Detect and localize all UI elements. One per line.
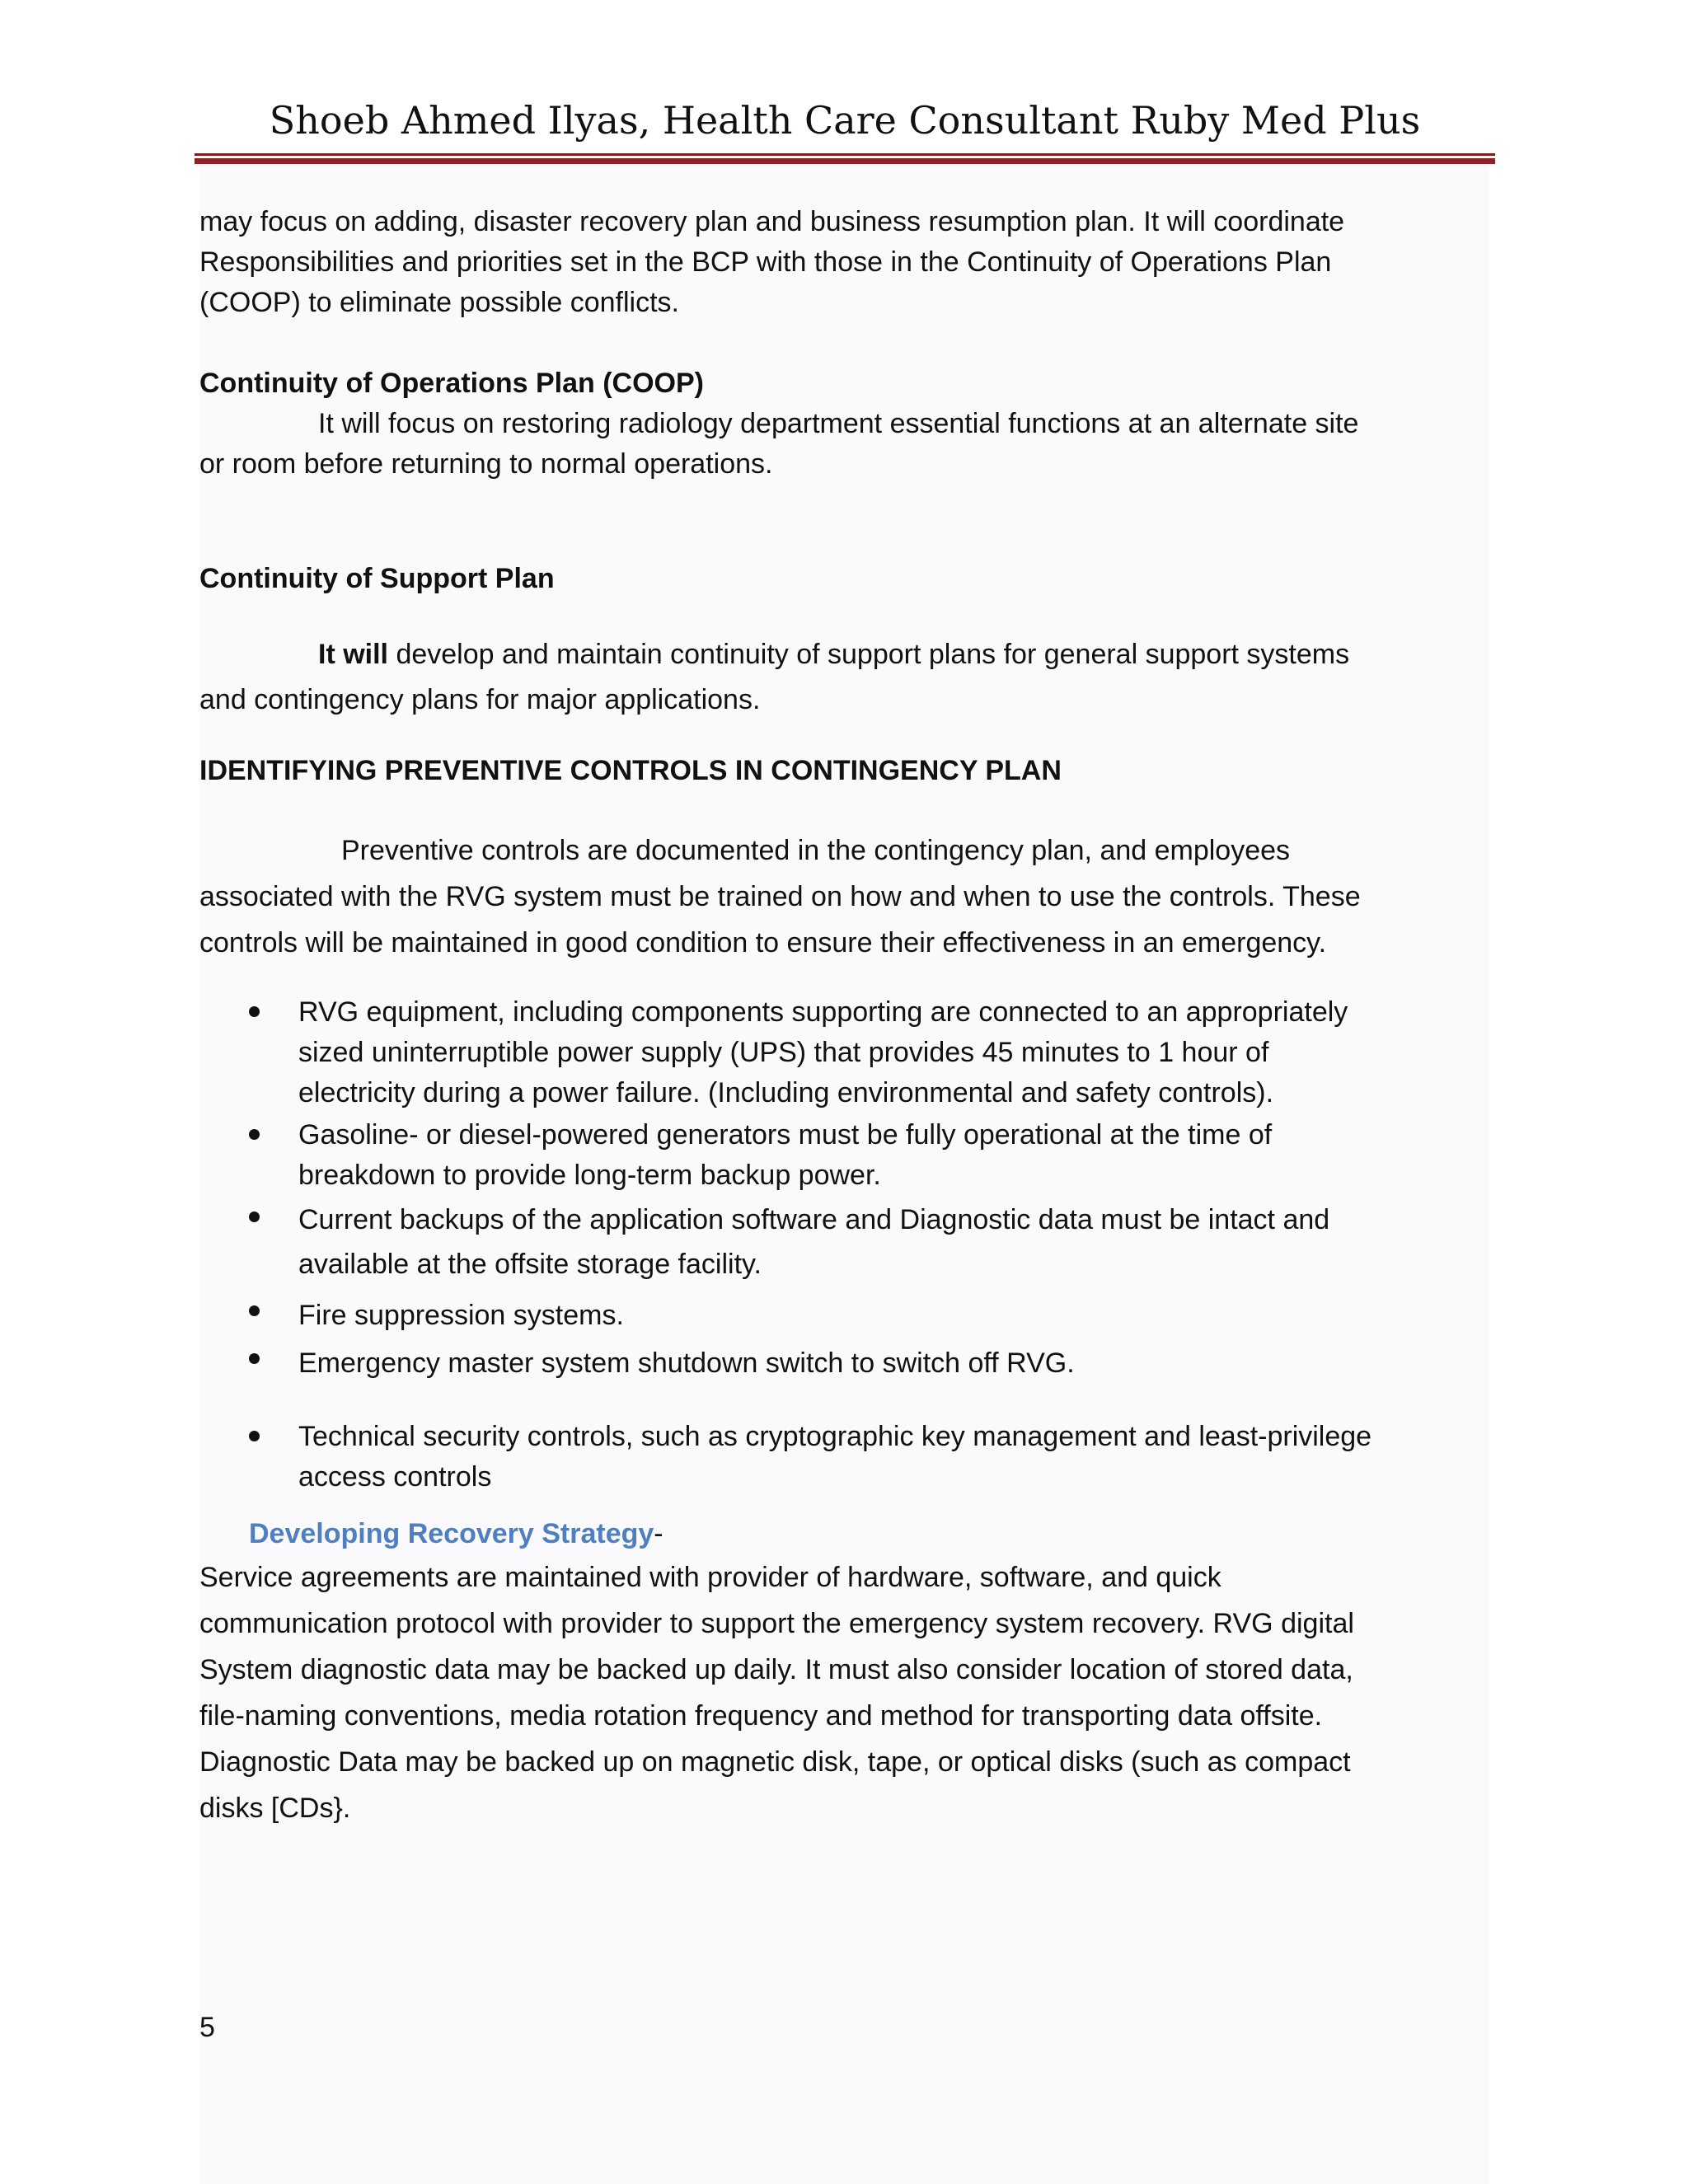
preventive-controls-list	[199, 992, 1485, 1497]
bullet-5-line-1: Emergency master system shutdown switch to switch off RVG.	[298, 1347, 1075, 1379]
list-item	[199, 1115, 1485, 1196]
intro-line-2: Responsibilities and priorities set in the BCP with those in the Continuity of Operations Plan	[199, 246, 1332, 278]
bullet-1-line-3: electricity during a power failure. (Including environmental and safety controls).	[298, 1077, 1274, 1108]
coop-line-1: It will focus on restoring radiology department essential functions at an alternate site	[318, 408, 1359, 439]
coop-heading: Continuity of Operations Plan (COOP)	[199, 368, 704, 399]
support-section	[199, 559, 1485, 723]
list-item	[199, 1197, 1485, 1286]
list-item	[199, 992, 1485, 1113]
bullet-6-line-2: access controls	[298, 1461, 492, 1493]
bullet-1-line-1: RVG equipment, including components supporting are connected to an appropriately	[298, 996, 1348, 1028]
recovery-line-6: disks [CDs}.	[199, 1793, 351, 1824]
intro-paragraph	[199, 202, 1485, 323]
header-rule-thick	[195, 158, 1495, 164]
list-item	[199, 1417, 1485, 1497]
page-number: 5	[199, 2012, 215, 2043]
header-rule	[195, 153, 1495, 164]
bullet-2-line-1: Gasoline- or diesel-powered generators must be fully operational at the time of	[298, 1119, 1273, 1151]
bullet-icon	[249, 1129, 260, 1140]
recovery-line-5: Diagnostic Data may be backed up on magnetic disk, tape, or optical disks (such as compact	[199, 1746, 1351, 1778]
header-title: Shoeb Ahmed Ilyas, Health Care Consultant Ruby Med Plus	[269, 98, 1421, 143]
list-item	[199, 1339, 1485, 1387]
bullet-icon	[249, 1353, 260, 1364]
bullet-3-line-1: Current backups of the application software and Diagnostic data must be intact and	[298, 1204, 1330, 1235]
recovery-section	[199, 1514, 1485, 1831]
preventive-section	[199, 751, 1485, 966]
recovery-line-1: Service agreements are maintained with provider of hardware, software, and quick	[199, 1562, 1221, 1593]
support-lead: It will	[318, 639, 388, 670]
recovery-heading: Developing Recovery Strategy	[249, 1518, 654, 1549]
coop-line-2: or room before returning to normal operations.	[199, 448, 773, 480]
intro-line-3: (COOP) to eliminate possible conflicts.	[199, 287, 679, 318]
recovery-line-3: System diagnostic data may be backed up daily. It must also consider location of stored data,	[199, 1654, 1353, 1685]
page-content	[199, 202, 1485, 1831]
recovery-line-2: communication protocol with provider to support the emergency system recovery. RVG digital	[199, 1608, 1354, 1639]
preventive-heading: IDENTIFYING PREVENTIVE CONTROLS IN CONTINGENCY PLAN	[199, 755, 1062, 786]
recovery-line-4: file-naming conventions, media rotation frequency and method for transporting data offsite.	[199, 1700, 1323, 1732]
bullet-icon	[249, 1212, 260, 1222]
support-line-1	[199, 632, 1485, 677]
support-line-2: and contingency plans for major applications.	[199, 684, 761, 715]
support-line-1-rest: develop and maintain continuity of support plans for general support systems	[388, 639, 1350, 670]
support-heading: Continuity of Support Plan	[199, 563, 555, 594]
list-item	[199, 1291, 1485, 1339]
bullet-icon	[249, 1006, 260, 1017]
preventive-line-3: controls will be maintained in good condition to ensure their effectiveness in an emergency.	[199, 927, 1327, 958]
bullet-1-line-2: sized uninterruptible power supply (UPS) that provides 45 minutes to 1 hour of	[298, 1037, 1269, 1068]
intro-line-1: may focus on adding, disaster recovery plan and business resumption plan. It will coordinate	[199, 206, 1345, 237]
header-rule-thin	[195, 153, 1495, 156]
preventive-line-2: associated with the RVG system must be trained on how and when to use the controls. These	[199, 881, 1361, 912]
recovery-heading-line	[199, 1514, 1485, 1554]
coop-section	[199, 363, 1485, 485]
bullet-3-line-2: available at the offsite storage facility.	[298, 1249, 762, 1280]
recovery-heading-suffix: -	[654, 1518, 663, 1549]
bullet-icon	[249, 1431, 260, 1441]
bullet-6-line-1: Technical security controls, such as cryptographic key management and least-privilege	[298, 1421, 1372, 1452]
preventive-line-1: Preventive controls are documented in the contingency plan, and employees	[341, 835, 1291, 866]
bullet-2-line-2: breakdown to provide long-term backup power.	[298, 1160, 881, 1191]
bullet-icon	[249, 1305, 260, 1316]
bullet-4-line-1: Fire suppression systems.	[298, 1300, 624, 1331]
